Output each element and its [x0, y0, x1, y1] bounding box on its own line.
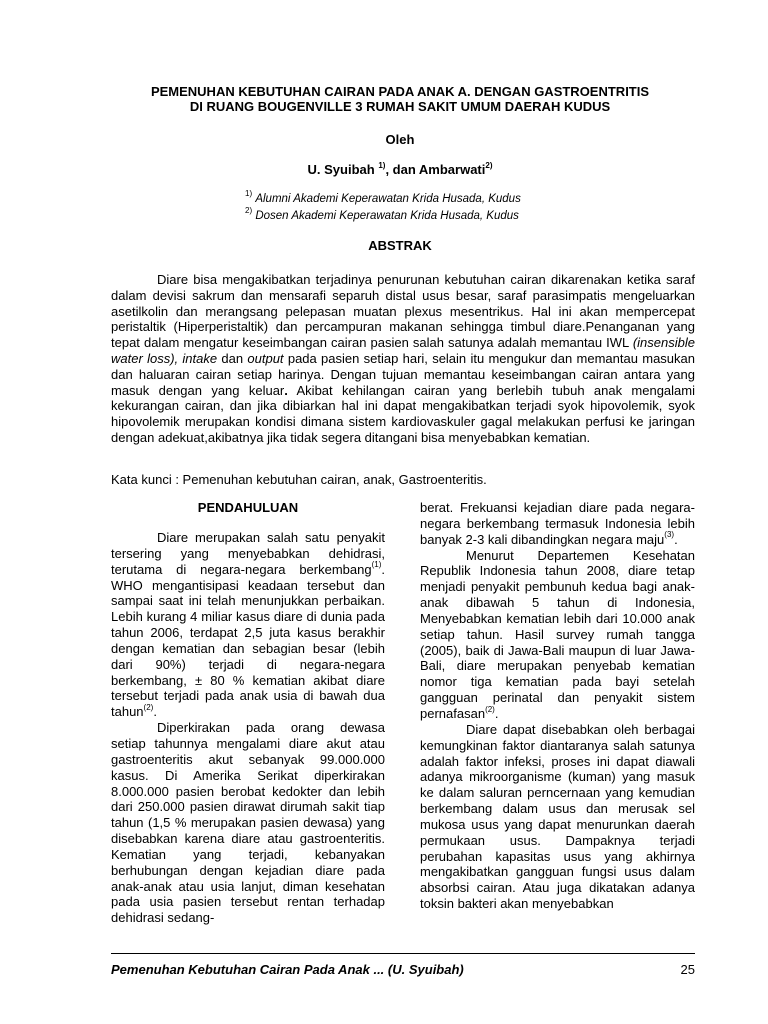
citation-3: (3): [664, 530, 675, 540]
abstract-bold-period: .: [284, 382, 288, 398]
right-paragraph-0: [420, 500, 695, 548]
footer-divider: [111, 953, 695, 954]
author-2-marker: 2): [485, 160, 493, 170]
abstract-italic-2: output: [247, 350, 284, 366]
right-p1-text-a: Menurut Departemen Kesehatan Republik Indonesia tahun 2008, diare tetap menjadi penyakit pembunuh kedua bagi anak-anak dibawah 5 tahun di Indonesia, Menyebabkan kematian lebih dari 10.000 anak setiap tahun. Hasil survey rumah tangga (2005), baik di Jawa-Bali maupun di luar Jawa-Bali, diare merupakan penyebab kematian nomor tiga kematian pada bayi setelah gangguan perinatal dan penyakit sistem pernafasan: [420, 547, 695, 721]
affiliation-1-text: Alumni Akademi Keperawatan Krida Husada, Kudus: [255, 193, 521, 205]
citation-1: (1): [371, 560, 382, 570]
right-paragraph-2: Diare dapat disebabkan oleh berbagai kemungkinan faktor diantaranya salah satunya adalah faktor infeksi, proses ini dapat diawali adanya mikroorganisme (kuman) yang masuk ke dalam saluran perncernaan yang kemudian berkembang dalam usus dan merusak sel mukosa usus yang dapat menurunkan daerah permukaan usus. Dampaknya terjadi perubahan kapasitas usus yang akhirnya mengakibatkan gangguan fungsi usus dalam absorbsi cairan. Atau juga dikatakan adanya toksin bakteri akan menyebabkan: [420, 721, 695, 912]
author-2: Ambarwati: [418, 162, 486, 177]
citation-2: (2): [143, 702, 154, 712]
affiliation-2-marker: 2): [245, 206, 253, 216]
left-p1-text-c: .: [153, 704, 157, 720]
right-p0-text-a: berat. Frekuansi kejadian diare pada negara-negara berkembang termasuk Indonesia lebih banyak 2-3 kali dibandingkan negara maju: [420, 500, 695, 547]
left-paragraph-1: [111, 530, 385, 720]
paper-title: [100, 84, 700, 114]
right-p1-text-b: .: [494, 705, 499, 721]
page-number: 25: [680, 962, 695, 977]
abstract-text-3: pada pasien setiap hari, selain itu mengukur dan memantau masukan dan haluaran cairan setiap harinya. Dengan tujuan memantau keseimbangan cairan antara yang masuk dengan yang keluar: [111, 350, 695, 398]
affiliation-1-marker: 1): [245, 189, 253, 199]
left-column: [111, 530, 385, 926]
abstract-text-1: Diare bisa mengakibatkan terjadinya penurunan kebutuhan cairan dikarenakan ketika saraf dalam devisi sakrum dan mensarafi separuh distal usus besar, saraf parasimpatis mengeluarkan asetilkolin dan merangsang pelepasan muatan plexus mesentrikus. Hal ini akan mempercepat peristaltik (Hiperperistaltik) dan percampuran makanan sehingga timbul diare.Penanganan yang tepat dalam mengatur keseimbangan cairan pasien salah satunya adalah memantau IWL: [111, 272, 695, 351]
abstract-italic-1: (insensible water loss), intake: [111, 335, 695, 366]
abstract-paragraph: [111, 272, 695, 446]
affiliation-2: [245, 206, 519, 223]
author-line: [100, 162, 700, 177]
author-1: U. Syuibah: [307, 162, 375, 177]
left-paragraph-2: Diperkirakan pada orang dewasa setiap tahunnya mengalami diare akut atau gastroenteritis akut sebanyak 99.000.000 kasus. Di Amerika Serikat diperkirakan 8.000.000 pasien berobat kedokter dan lebih dari 250.000 pasien dirawat dirumah sakit tiap tahun (1,5 % merupakan pasien dewasa) yang disebabkan karena diare atau gastroenteritis. Kematian yang terjadi, kebanyakan berhubungan dengan kejadian diare pada anak-anak atau usia lanjut, diman kesehatan pada usia pasien tersebut rentan terhadap dehidrasi sedang-: [111, 720, 385, 926]
citation-4: (2): [485, 704, 495, 714]
abstract-body: [111, 272, 695, 446]
abstract-text-4: Akibat kehilangan cairan yang berlebih tubuh anak mengalami kekurangan cairan, dan jika dibiarkan hal ini dapat mengakibatkan terjadi syok hipovolemik, syok hipovolemik merupakan kondisi dimana sistem kardiovaskuler gagal melakukan perfusi ke jaringan dengan adekuat,akibatnya jika tidak segera ditangani bisa menyebabkan kematian.: [111, 382, 695, 445]
affiliation-1: [245, 189, 521, 206]
left-p1-text-a: Diare merupakan salah satu penyakit tersering yang menyebabkan dehidrasi, terutama di negara-negara berkembang: [111, 530, 385, 577]
abstract-text-2: dan: [217, 350, 248, 366]
right-column: [420, 500, 695, 912]
affiliation-2-text: Dosen Akademi Keperawatan Krida Husada, Kudus: [255, 210, 519, 222]
left-p1-text-b: . WHO mengantisipasi keadaan tersebut dan sampai saat ini telah menunjukkan perbaikan. Lebih kurang 4 miliar kasus diare di dunia pada tahun 2006, terdapat 2,5 juta kasus berakhir dengan kematian dan sebagian besar (lebih dari 90%) terjadi di negara-negara berkembang, ± 80 % kematian akibat diare tersebut terjadi pada anak usia di bawah dua tahun: [111, 561, 385, 720]
title-line-2: DI RUANG BOUGENVILLE 3 RUMAH SAKIT UMUM DAERAH KUDUS: [189, 99, 611, 114]
title-line-1: PEMENUHAN KEBUTUHAN CAIRAN PADA ANAK A. DENGAN GASTROENTRITIS: [150, 84, 650, 99]
section-heading: PENDAHULUAN: [197, 500, 299, 515]
keywords: Kata kunci : Pemenuhan kebutuhan cairan, anak, Gastroenteritis.: [111, 472, 487, 487]
running-title: Pemenuhan Kebutuhan Cairan Pada Anak ... (U. Syuibah): [111, 962, 464, 977]
abstract-heading: ABSTRAK: [368, 238, 432, 253]
author-1-marker: 1): [378, 160, 386, 170]
author-separator: , dan: [385, 162, 419, 177]
right-paragraph-1: [420, 548, 695, 722]
right-p0-text-b: .: [674, 531, 678, 547]
byline: Oleh: [385, 132, 415, 147]
